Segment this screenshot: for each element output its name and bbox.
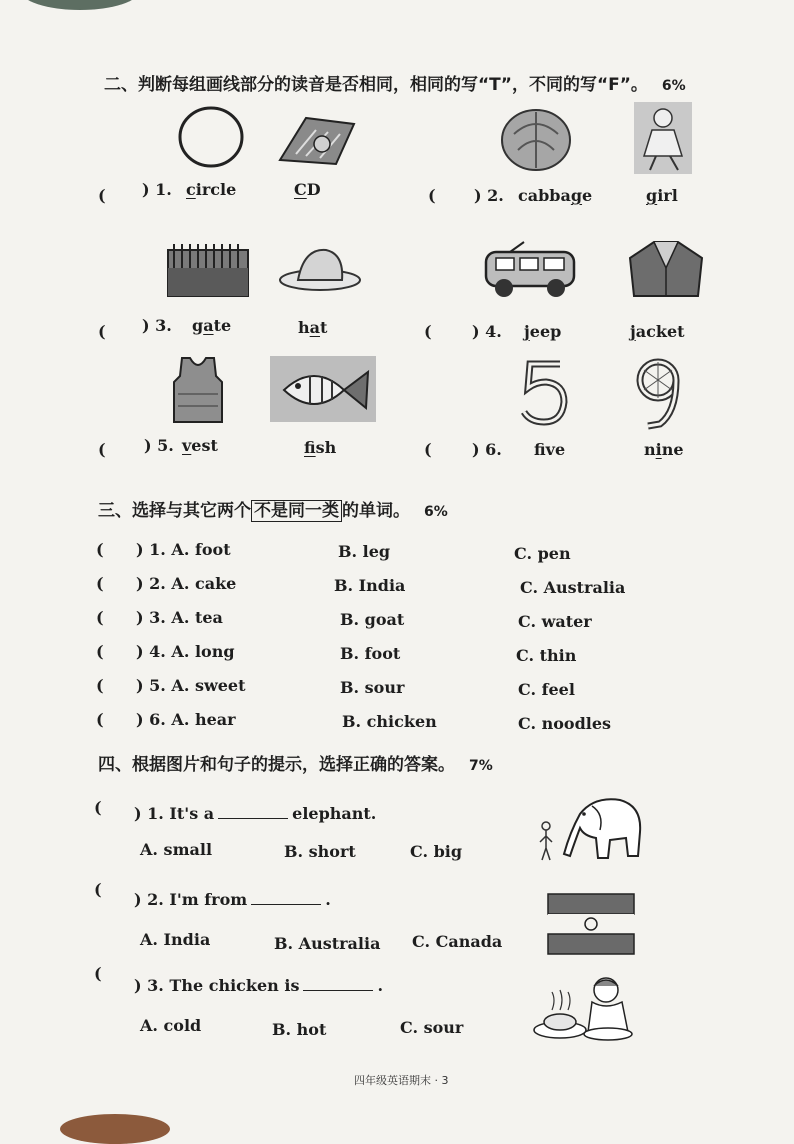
girl-picture — [634, 102, 692, 174]
answer-paren-2-4: ( — [424, 322, 432, 341]
elephant-picture — [534, 792, 646, 866]
answer-paren-3-3: ( — [96, 608, 104, 627]
item-number-2-1: ) 1. — [142, 180, 172, 199]
section2-heading — [104, 70, 686, 95]
word-fish: fish — [304, 438, 337, 457]
option-4-3-b: B. hot — [272, 1020, 327, 1039]
option-4-1-a: A. small — [140, 840, 213, 859]
option-3-2-a: ) 2. A. cake — [136, 574, 237, 593]
cabbage-picture — [496, 104, 576, 174]
option-3-1-b: B. leg — [338, 542, 391, 561]
answer-paren-3-5: ( — [96, 676, 104, 695]
section2-score: 6% — [661, 78, 686, 94]
page-corner-shadow — [20, 0, 140, 10]
answer-paren-2-5: ( — [98, 440, 106, 459]
question-4-3: ) 3. The chicken is . — [134, 976, 384, 995]
word-nine: nine — [644, 440, 684, 459]
option-3-4-b: B. foot — [340, 644, 401, 663]
option-3-5-c: C. feel — [518, 680, 575, 699]
section2-title: 二、判断每组画线部分的读音是否相同，相同的写“T”，不同的写“F”。 — [104, 75, 648, 95]
question-4-1: ) 1. It's a elephant. — [134, 804, 377, 823]
answer-paren-3-1: ( — [96, 540, 104, 559]
answer-paren-3-4: ( — [96, 642, 104, 661]
option-3-2-b: B. India — [334, 576, 406, 595]
option-4-1-c: C. big — [410, 842, 463, 861]
option-3-5-b: B. sour — [340, 678, 405, 697]
option-4-2-c: C. Canada — [412, 932, 503, 951]
option-4-3-c: C. sour — [400, 1018, 464, 1037]
word-cd: CD — [294, 180, 321, 199]
answer-paren-2-1: ( — [98, 186, 106, 205]
word-five: fve — [534, 440, 566, 459]
answer-paren-4-1: ( — [94, 798, 102, 817]
page-footer: 四年级英语期末 · 3 — [354, 1074, 449, 1087]
option-3-5-a: ) 5. A. sweet — [136, 676, 246, 695]
item-number-2-6: ) 6. — [472, 440, 502, 459]
cd-picture — [276, 110, 358, 166]
section4-score: 7% — [469, 758, 493, 774]
option-3-4-a: ) 4. A. long — [136, 642, 235, 661]
answer-paren-3-6: ( — [96, 710, 104, 729]
option-4-1-b: B. short — [284, 842, 356, 861]
option-3-1-a: ) 1. A. foot — [136, 540, 231, 559]
option-3-4-c: C. thin — [516, 646, 577, 665]
section3-boxed-phrase: 不是同一类 — [251, 500, 342, 522]
number-nine-picture — [630, 356, 686, 430]
jeep-picture — [480, 238, 580, 300]
gate-picture — [166, 240, 250, 298]
answer-paren-4-2: ( — [94, 880, 102, 899]
section4-heading — [98, 750, 493, 775]
number-five-picture — [516, 356, 572, 428]
word-vest: vest — [182, 436, 218, 455]
word-jeep: jeep — [524, 322, 562, 341]
boy-eating-chicken-picture — [530, 970, 634, 1044]
item-number-2-2: ) 2. — [474, 186, 504, 205]
word-cabbage: cabbage — [518, 186, 593, 205]
word-jacket: jacket — [630, 322, 685, 341]
flag-picture — [546, 890, 636, 956]
word-girl: girl — [646, 186, 678, 205]
answer-blank[interactable] — [303, 976, 373, 991]
answer-paren-2-3: ( — [98, 322, 106, 341]
option-3-6-a: ) 6. A. hear — [136, 710, 236, 729]
jacket-picture — [626, 238, 706, 302]
option-4-3-a: A. cold — [140, 1016, 202, 1035]
fish-picture — [270, 356, 376, 422]
section3-score: 6% — [424, 504, 448, 520]
option-3-6-c: C. noodles — [518, 714, 612, 733]
answer-paren-2-6: ( — [424, 440, 432, 459]
word-circle: circle — [186, 180, 237, 199]
option-3-1-c: C. pen — [514, 544, 571, 563]
item-number-2-5: ) 5. — [144, 436, 174, 455]
answer-paren-2-2: ( — [428, 186, 436, 205]
section3-heading: 三、选择与其它两个 不是同一类 的单词。 6% — [98, 501, 448, 521]
section4-title: 四、根据图片和句子的提示，选择正确的答案。 — [98, 755, 455, 775]
item-number-2-3: ) 3. — [142, 316, 172, 335]
item-number-2-4: ) 4. — [472, 322, 502, 341]
answer-paren-3-2: ( — [96, 574, 104, 593]
answer-blank[interactable] — [218, 804, 288, 819]
option-3-3-c: C. water — [518, 612, 592, 631]
option-3-3-b: B. goat — [340, 610, 405, 629]
vest-picture — [170, 354, 226, 426]
question-4-2: ) 2. I'm from . — [134, 890, 331, 909]
hat-picture — [278, 244, 362, 294]
option-3-6-b: B. chicken — [342, 712, 437, 731]
page-corner-shadow-bottom — [60, 1114, 170, 1144]
word-gate: gate — [192, 316, 232, 335]
word-hat: hat — [298, 318, 328, 337]
option-4-2-a: A. India — [140, 930, 211, 949]
option-3-2-c: C. Australia — [520, 578, 626, 597]
answer-paren-4-3: ( — [94, 964, 102, 983]
answer-blank[interactable] — [251, 890, 321, 905]
circle-picture — [176, 104, 246, 170]
option-3-3-a: ) 3. A. tea — [136, 608, 223, 627]
option-4-2-b: B. Australia — [274, 934, 381, 953]
